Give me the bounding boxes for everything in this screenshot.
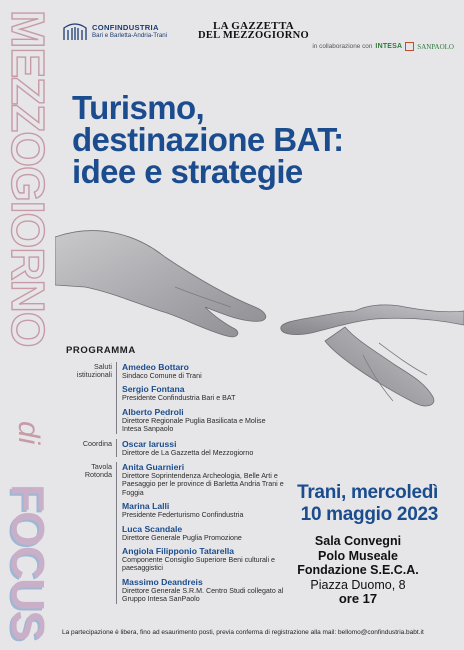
list-item [122, 407, 286, 434]
section-saluti [66, 362, 286, 434]
speaker-name: Alberto Pedroli [122, 406, 184, 417]
title-line3: idee e strategie [72, 153, 303, 190]
side-word-focus: FOCUS [2, 484, 54, 640]
event-time: ore 17 [338, 591, 378, 606]
speaker-name: Oscar Iarussi [122, 438, 177, 449]
speaker-role: Presidente Confindustria Bari e BAT [122, 394, 236, 403]
speaker-name: Massimo Deandreis [122, 576, 203, 587]
confindustria-mark-icon [62, 20, 88, 42]
speaker-name: Sergio Fontana [122, 384, 185, 395]
speaker-name: Luca Scandale [122, 523, 183, 534]
section-coordina [66, 439, 286, 457]
speaker-role: Direttore Regionale Puglia Basilicata e Molise Intesa Sanpaolo [122, 416, 266, 434]
right-hand-icon [281, 305, 464, 406]
speaker-role: Direttore Generale S.R.M. Centro Studi collegato al Gruppo Intesa SanPaolo [122, 586, 284, 604]
speaker-name: Anita Guarnieri [122, 462, 185, 473]
list-item [122, 439, 286, 457]
confindustria-name: CONFINDUSTRIA [92, 23, 159, 32]
venue-line1: Sala Convegni [314, 534, 402, 548]
venue-line3: Fondazione S.E.C.A. [297, 563, 419, 577]
title-line2: destinazione BAT: [72, 121, 344, 158]
event-venue [238, 534, 438, 607]
event-date-line1: Trani, mercoledì [297, 482, 438, 503]
speaker-name: Angiola Filipponio Tatarella [122, 546, 235, 557]
speaker-role: Componente Consiglio Superiore Beni culturali e paesaggistici [122, 556, 275, 573]
intesa-sanpaolo-icon [405, 42, 414, 51]
list-item [122, 362, 286, 380]
list-item [122, 384, 286, 402]
section-label: Saluti istituzionali [76, 362, 112, 380]
confindustria-logo [62, 20, 167, 42]
section-label: Coordina [82, 438, 112, 448]
collab-text: in collaborazione con [312, 43, 373, 50]
speaker-role: Sindaco Comune di Trani [122, 372, 202, 380]
venue-address: Piazza Duomo, 8 [310, 577, 406, 592]
speaker-role: Direttore de La Gazzetta del Mezzogiorno [122, 448, 254, 457]
programma-heading: PROGRAMMA [66, 345, 136, 356]
gazzetta-line1: LA GAZZETTA [212, 20, 295, 32]
side-word-di: di [12, 421, 45, 445]
venue-line2: Polo Museale [318, 548, 398, 563]
section-label: Tavola Rotonda [84, 462, 112, 480]
event-date-line2: 10 maggio 2023 [300, 504, 438, 525]
event-info [238, 482, 438, 607]
footer-note: La partecipazione è libera, fino ad esaurimento posti, previa conferma di registrazione alla mail: bellomo@confindustria.babt.it [62, 629, 424, 636]
confindustria-sub: Bari e Barletta-Andria-Trani [92, 32, 168, 39]
page-title [72, 89, 452, 190]
collaboration [312, 42, 454, 51]
header [62, 14, 454, 54]
intesa-text: INTESA [375, 43, 403, 50]
title-line1: Turismo, [72, 89, 205, 126]
speaker-role: Direttore Soprintendenza Archeologia, Belle Arti e Paesaggio per le province di Barletta Andria Trani e Foggia [122, 472, 284, 497]
speaker-role: Direttore Generale Puglia Promozione [122, 533, 242, 542]
gazzetta-line2: DEL MEZZOGIORNO [198, 30, 309, 41]
side-word-mezzogiorno: MEZZOGIORNO [2, 10, 54, 347]
side-title [2, 6, 54, 640]
speaker-name: Amedeo Bottaro [122, 362, 189, 372]
gazzetta-logo [198, 20, 309, 41]
speaker-role: Presidente Federturismo Confindustria [122, 511, 244, 520]
sanpaolo-text: SANPAOLO [417, 42, 454, 51]
left-hand-icon [55, 231, 266, 337]
speaker-name: Marina Lalli [122, 501, 170, 512]
